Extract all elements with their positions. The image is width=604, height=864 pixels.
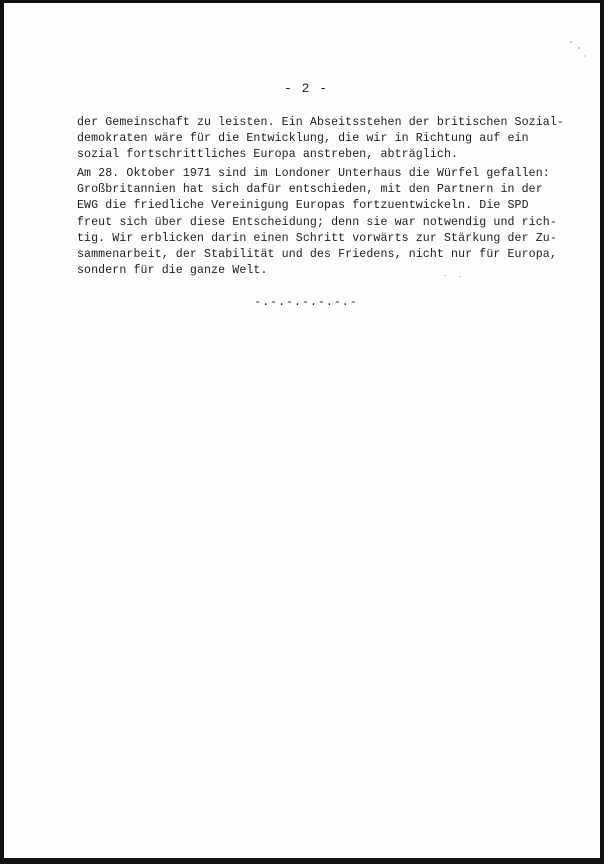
- text-line: demokraten wäre für die Entwicklung, die wir in Richtung auf ein: [77, 132, 529, 146]
- text-line: sondern für die ganze Welt.: [77, 264, 268, 278]
- text-line: tig. Wir erblicken darin einen Schritt vorwärts zur Stärkung der Zu-: [77, 231, 557, 245]
- scan-speck: [459, 276, 461, 277]
- scan-speck: [578, 47, 580, 49]
- text-line: Am 28. Oktober 1971 sind im Londoner Unterhaus die Würfel gefallen:: [77, 167, 550, 180]
- text-line: Großbritannien hat sich dafür entschieden, mit den Partnern in der: [77, 183, 543, 197]
- page-number: - 2 -: [283, 81, 328, 96]
- text-line: EWG die friedliche Vereinigung Europas fortzuentwickeln. Die SPD: [77, 199, 529, 213]
- text-line: sammenarbeit, der Stabilität und des Friedens, nicht nur für Europa,: [77, 248, 557, 262]
- scan-speck: [584, 55, 585, 57]
- text-line: der Gemeinschaft zu leisten. Ein Abseitsstehen der britischen Sozial-: [77, 116, 564, 129]
- scan-speck: [570, 41, 572, 43]
- paragraph-2: [77, 166, 577, 279]
- text-line: sozial fortschrittliches Europa anstreben, abträglich.: [77, 148, 459, 162]
- scan-speck: [444, 275, 446, 276]
- end-mark: -.-.-.-.-.-.-: [254, 296, 358, 309]
- text-line: freut sich über diese Entscheidung; denn sie war notwendig und rich-: [77, 215, 557, 229]
- paragraph-1: [77, 115, 577, 164]
